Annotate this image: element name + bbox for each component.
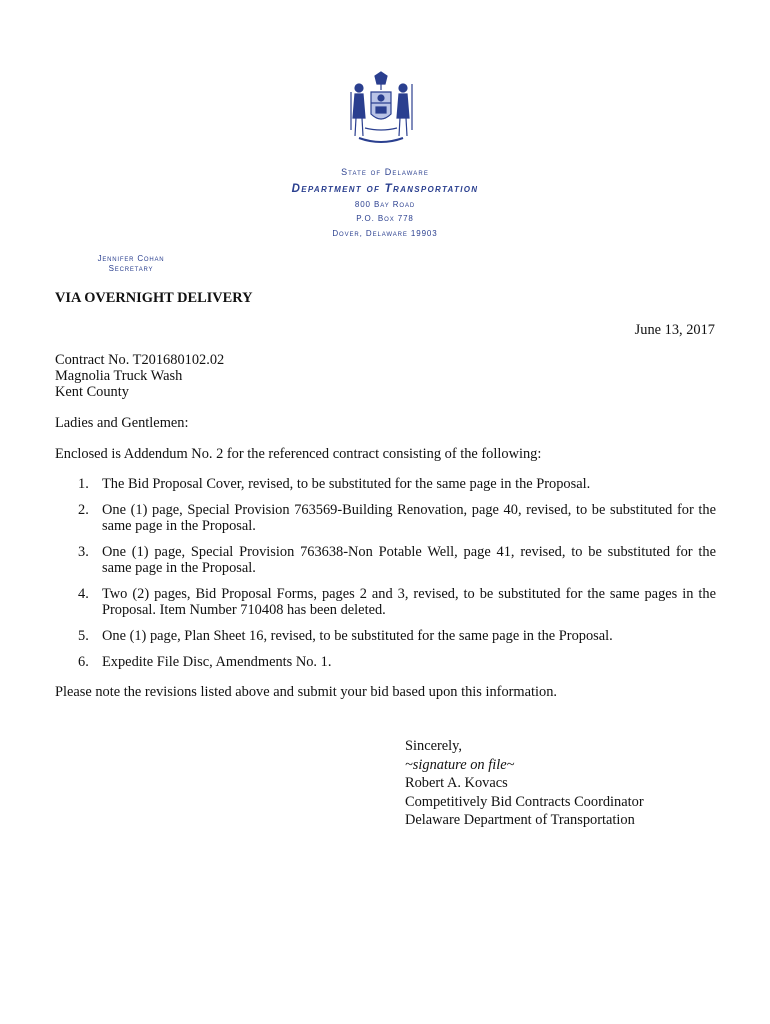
item-number: 3.: [78, 544, 89, 560]
list-item: [55, 502, 716, 534]
item-number: 6.: [78, 654, 89, 670]
closing-word: Sincerely,: [405, 738, 463, 754]
secretary-name: Jennifer Cohan: [97, 254, 165, 263]
list-item: [55, 654, 716, 670]
signer-title: Competitively Bid Contracts Coordinator: [405, 793, 644, 810]
signature: ~signature on file~: [405, 756, 515, 773]
county-name: Kent County: [55, 384, 129, 400]
address-line-pobox: P.O. Box 778: [356, 214, 414, 223]
item-text: Expedite File Disc, Amendments No. 1.: [102, 654, 332, 670]
salutation: Ladies and Gentlemen:: [55, 415, 189, 431]
contract-info: [55, 352, 715, 400]
signer-organization: Delaware Department of Transportation: [405, 812, 635, 828]
address-line-city: Dover, Delaware 19903: [332, 229, 438, 238]
list-item: [55, 476, 716, 492]
state-seal-logo: [345, 70, 417, 150]
state-name: State of Delaware: [341, 167, 429, 177]
list-item: [55, 628, 716, 644]
item-number: 1.: [78, 476, 89, 492]
address-line-street: 800 Bay Road: [354, 200, 416, 209]
item-text: One (1) page, Special Provision 763569-Building Renovation, page 40, revised, to be substituted for the same page in the Proposal.: [102, 502, 716, 534]
item-text: One (1) page, Plan Sheet 16, revised, to be substituted for the same page in the Proposal.: [102, 628, 613, 644]
seal-icon: [345, 70, 417, 150]
list-item: [55, 586, 716, 618]
delivery-heading: VIA OVERNIGHT DELIVERY: [55, 290, 253, 306]
department-name: Department of Transportation: [291, 183, 479, 195]
list-item: [55, 544, 716, 576]
letter-date: June 13, 2017: [634, 322, 715, 338]
item-number: 5.: [78, 628, 89, 644]
signature-block: [405, 737, 735, 830]
closing-note: Please note the revisions listed above and submit your bid based upon this information.: [55, 684, 557, 700]
signer-name: Robert A. Kovacs: [405, 775, 508, 791]
secretary-title: Secretary: [108, 264, 154, 273]
item-text: One (1) page, Special Provision 763638-Non Potable Well, page 41, revised, to be substituted for the same page in the Proposal.: [102, 544, 716, 576]
addendum-items-list: [55, 476, 716, 680]
contract-number: Contract No. T201680102.02: [55, 352, 225, 368]
project-name: Magnolia Truck Wash: [55, 368, 183, 384]
item-number: 2.: [78, 502, 89, 518]
item-text: The Bid Proposal Cover, revised, to be substituted for the same page in the Proposal.: [102, 476, 591, 492]
intro-paragraph: Enclosed is Addendum No. 2 for the referenced contract consisting of the following:: [55, 446, 542, 462]
item-number: 4.: [78, 586, 89, 602]
item-text: Two (2) pages, Bid Proposal Forms, pages 2 and 3, revised, to be substituted for the same pages in the Proposal. Item Number 710408 has been deleted.: [102, 586, 716, 618]
